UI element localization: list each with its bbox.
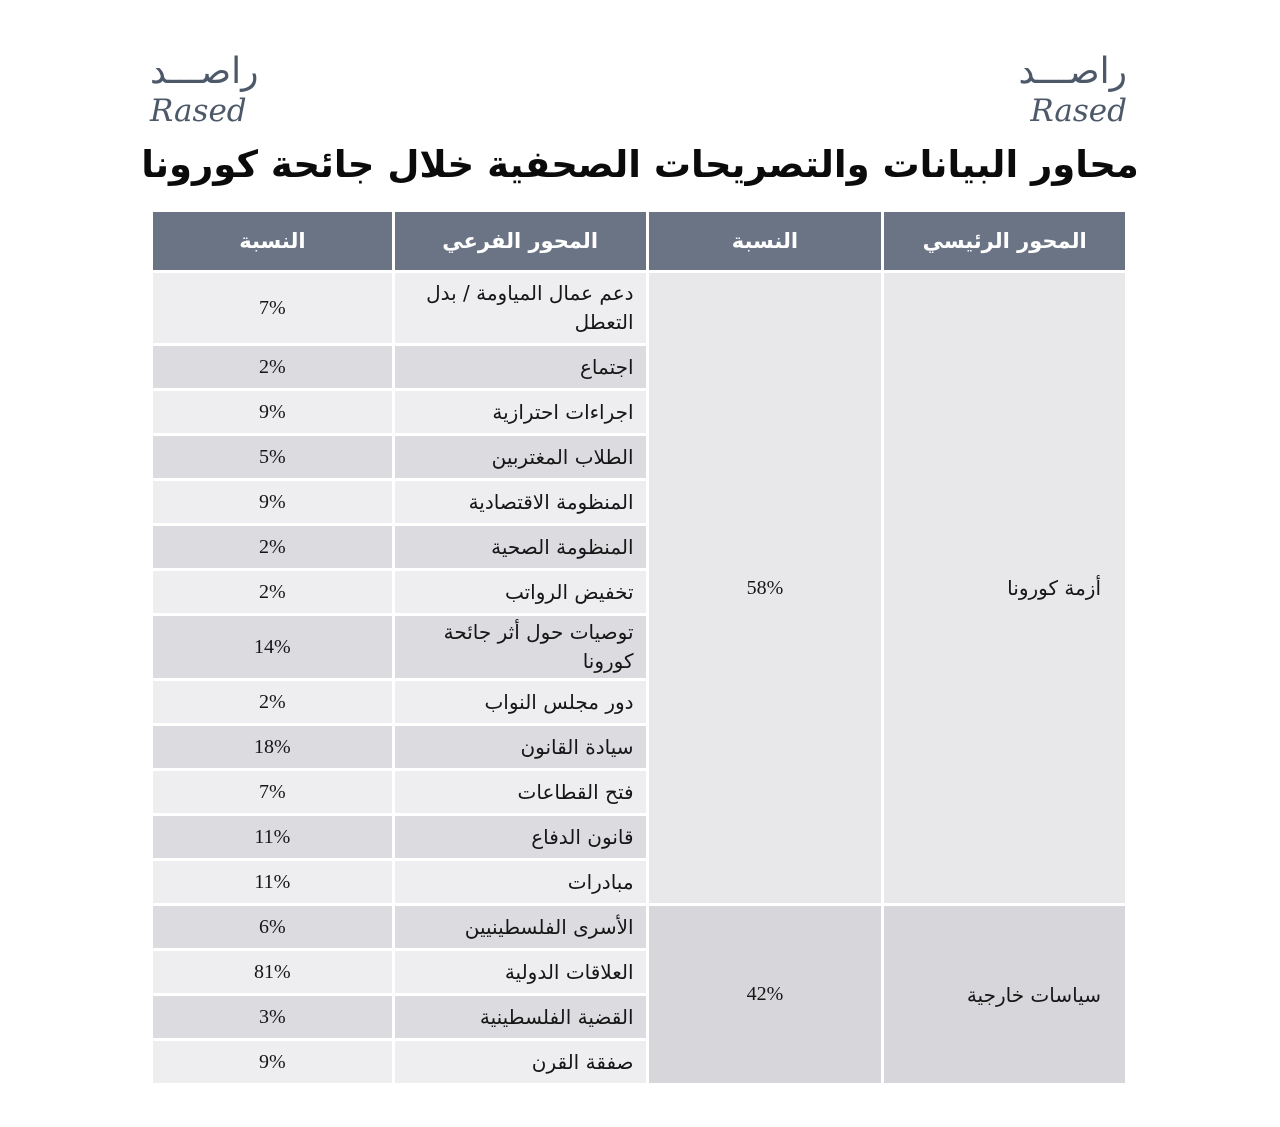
- header-main-axis: المحور الرئيسي: [884, 212, 1125, 270]
- sub-axis-cell: المنظومة الاقتصادية: [395, 481, 646, 523]
- sub-axis-cell: توصيات حول أثر جائحة كورونا: [395, 616, 646, 678]
- sub-pct-cell: 2%: [153, 681, 392, 723]
- table-row: [153, 906, 1125, 948]
- sub-axis-cell: العلاقات الدولية: [395, 951, 646, 993]
- sub-pct-cell: 7%: [153, 273, 392, 343]
- table-header-row: [153, 212, 1125, 270]
- sub-pct-cell: 7%: [153, 771, 392, 813]
- logo-rased-left: [150, 50, 259, 128]
- sub-axis-cell: مبادرات: [395, 861, 646, 903]
- axes-table: [150, 209, 1128, 1086]
- sub-pct-cell: 81%: [153, 951, 392, 993]
- sub-axis-cell: اجتماع: [395, 346, 646, 388]
- sub-axis-cell: صفقة القرن: [395, 1041, 646, 1083]
- main-axis-foreign-cell: سياسات خارجية: [884, 906, 1125, 1083]
- sub-axis-cell: الطلاب المغتربين: [395, 436, 646, 478]
- logo-rased-right: [1019, 50, 1128, 128]
- sub-pct-cell: 5%: [153, 436, 392, 478]
- sub-pct-cell: 9%: [153, 1041, 392, 1083]
- header-sub-axis: المحور الفرعي: [395, 212, 646, 270]
- header-sub-pct: النسبة: [153, 212, 392, 270]
- sub-pct-cell: 2%: [153, 526, 392, 568]
- logo-arabic-wordmark: راصـــد: [150, 51, 259, 92]
- sub-axis-cell: دور مجلس النواب: [395, 681, 646, 723]
- sub-axis-cell: القضية الفلسطينية: [395, 996, 646, 1038]
- table-row: [153, 273, 1125, 343]
- main-pct-corona-cell: 58%: [649, 273, 882, 903]
- sub-axis-cell: قانون الدفاع: [395, 816, 646, 858]
- sub-axis-cell: دعم عمال المياومة / بدل التعطل: [395, 273, 646, 343]
- sub-pct-cell: 9%: [153, 481, 392, 523]
- logo-latin-wordmark: Rased: [150, 93, 247, 129]
- sub-pct-cell: 6%: [153, 906, 392, 948]
- main-axis-corona-cell: أزمة كورونا: [884, 273, 1125, 903]
- sub-pct-cell: 2%: [153, 571, 392, 613]
- header-main-pct: النسبة: [649, 212, 882, 270]
- sub-axis-cell: الأسرى الفلسطينيين: [395, 906, 646, 948]
- sub-pct-cell: 3%: [153, 996, 392, 1038]
- sub-axis-cell: تخفيض الرواتب: [395, 571, 646, 613]
- logo-arabic-wordmark: راصـــد: [1018, 51, 1127, 92]
- page-title: محاور البيانات والتصريحات الصحفية خلال جائحة كورونا: [141, 143, 1139, 186]
- logo-latin-wordmark: Rased: [1030, 93, 1127, 129]
- sub-pct-cell: 9%: [153, 391, 392, 433]
- sub-pct-cell: 11%: [153, 816, 392, 858]
- main-pct-foreign-cell: 42%: [649, 906, 882, 1083]
- sub-pct-cell: 14%: [153, 616, 392, 678]
- sub-pct-cell: 18%: [153, 726, 392, 768]
- sub-pct-cell: 2%: [153, 346, 392, 388]
- sub-pct-cell: 11%: [153, 861, 392, 903]
- sub-axis-cell: سيادة القانون: [395, 726, 646, 768]
- sub-axis-cell: المنظومة الصحية: [395, 526, 646, 568]
- sub-axis-cell: اجراءات احترازية: [395, 391, 646, 433]
- sub-axis-cell: فتح القطاعات: [395, 771, 646, 813]
